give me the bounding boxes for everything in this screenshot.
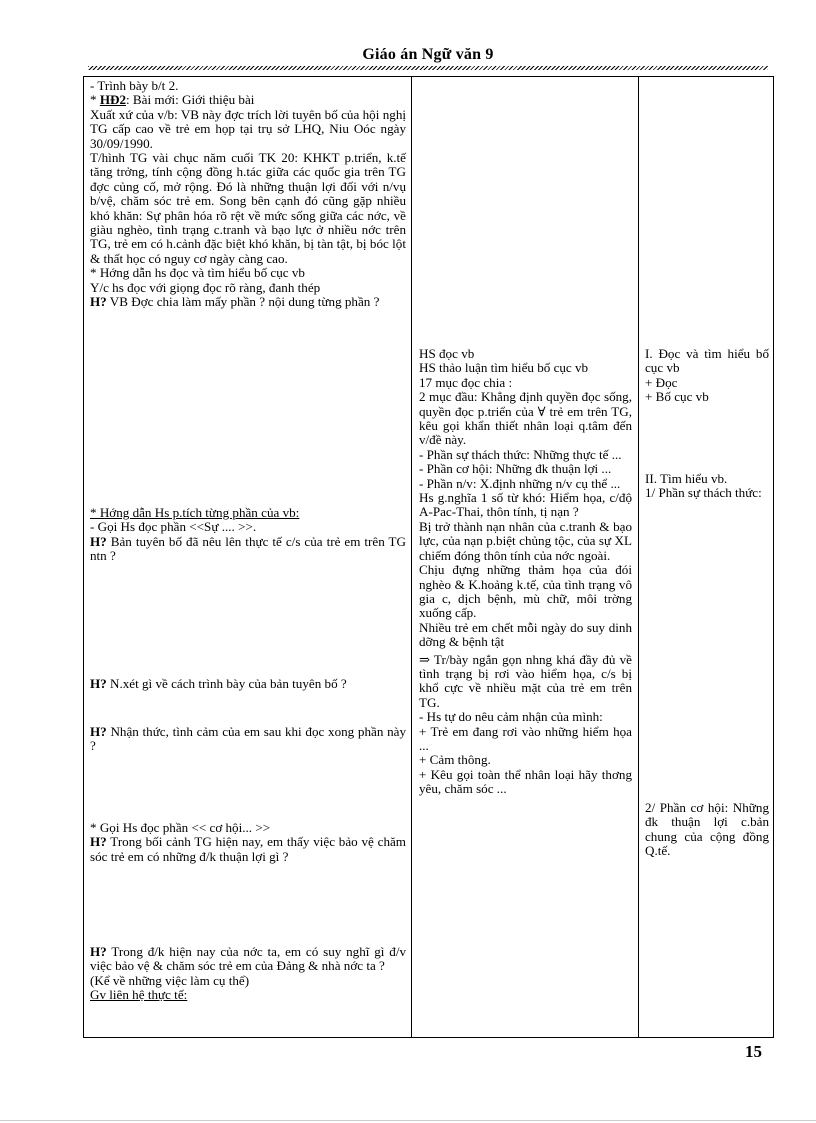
text-block: HS đọc vb	[419, 346, 475, 361]
section-heading: II. Tìm hiểu vb.	[645, 471, 728, 486]
text-block: T/hình TG vài chục năm cuối TK 20: KHKT p.triển, k.tế tăng trởng, tính cộng đồng h.tác giữa các quốc gia trên TG đợc củng cố, mở rộng. Đó là những thuận lợi đối với n/vụ b/vệ, chăm sóc trẻ em. Song bên cạnh đó cũng gặp nhiều khó khăn: Sự phân hóa rõ rệt về mức sống giữa các nớc, về giàu nghèo, tình trạng c.tranh và bạo lực ở nhiều nớc trên TG, trẻ em có h.cảnh đặc biệt khó khăn, bị tàn tật, bị bóc lột & thất học có nguy cơ ngày càng cao.	[90, 150, 406, 266]
text-block: (Kể về những việc làm cụ thể)	[90, 972, 250, 988]
text-block: - Phần cơ hội: Những đk thuận lợi ...	[419, 461, 612, 477]
activity-label: HĐ2	[99, 92, 127, 108]
implies-symbol: ⇒	[419, 651, 430, 667]
text-block: - Phần n/v: X.định những n/v cụ thể ...	[419, 475, 621, 491]
question-text: Trong đ/k hiện nay của nớc ta, em có suy nghĩ gì đ/v việc bảo vệ & chăm sóc trẻ em của Đảng & nhà nớc ta ?	[90, 944, 406, 974]
question-text: N.xét gì về cách trình bày của bản tuyên bố ?	[106, 676, 347, 691]
text-block: Gv liên hệ thực tế:	[90, 987, 188, 1003]
text-block: Hs g.nghĩa 1 số từ khó: Hiểm họa, c/độ A-Pac-Thai, thôn tính, tị nạn ?	[419, 490, 632, 520]
text-block: + Bố cục vb	[645, 389, 709, 405]
question-marker: H?	[90, 834, 107, 850]
bottom-rule	[0, 1120, 816, 1121]
page-number: 15	[745, 1042, 762, 1061]
text-block: * Hớng dẫn Hs p.tích từng phần của vb:	[90, 505, 300, 520]
text-block: Nhiều trẻ em chết mỗi ngày do suy dinh dỡng & bệnh tật	[419, 619, 632, 650]
question-text: VB Đợc chia làm mấy phần ? nội dung từng phần ?	[106, 294, 380, 310]
question	[90, 835, 406, 864]
text-block: + Cảm thông.	[419, 752, 491, 768]
question-marker: H?	[90, 944, 107, 959]
question	[90, 725, 406, 754]
question-marker: H?	[90, 676, 107, 691]
question-text: Bản tuyên bố đã nêu lên thực tế c/s của trẻ em trên TG ntn ?	[90, 533, 406, 564]
text-block: - Phần sự thách thức: Những thực tế ...	[419, 446, 622, 462]
text-block: * HĐ2: Bài mới: Giới thiệu bài	[90, 92, 255, 108]
column-divider	[638, 77, 639, 1037]
text-block: Bị trở thành nạn nhân của c.tranh & bạo lực, của nạn p.biệt chủng tộc, của sự XL chiếm đóng thôn tính của nớc ngoài.	[419, 518, 632, 563]
text-block: Xuất xứ của v/b: VB này đợc trích lời tuyên bố của hội nghị TG cấp cao về trẻ em họp tại trụ sở LHQ, Niu Oóc ngày 30/09/1990.	[90, 106, 406, 151]
forall-symbol: ∀	[537, 403, 546, 419]
text-block: - Trình bày b/t 2.	[90, 78, 179, 93]
question	[90, 535, 406, 564]
text-block	[419, 653, 632, 711]
question-marker: H?	[90, 533, 107, 549]
subsection-heading: 2/ Phần cơ hội: Những đk thuận lợi c.bản chung của cộng đồng Q.tế.	[645, 800, 769, 859]
text-block: * Hớng dẫn hs đọc và tìm hiểu bố cục vb	[90, 265, 305, 281]
text-block: + Kêu gọi toàn thể nhân loại hãy thơng yêu, chăm sóc ...	[419, 766, 632, 797]
text-block: - Gọi Hs đọc phần <<Sự .... >>.	[90, 519, 257, 535]
question-marker: H?	[90, 724, 107, 739]
lesson-table	[83, 76, 774, 1038]
question-text: Trong bối cảnh TG hiện nay, em thấy việc bảo vệ chăm sóc trẻ em có những đ/k thuận lợi gì ?	[90, 834, 406, 864]
text-block: + Trẻ em đang rơi vào những hiểm họa ...	[419, 723, 632, 753]
question	[90, 945, 406, 974]
text-fragment: 2 mục đầu: Khẳng định quyền đọc sống, quyền đọc p.triển của	[419, 389, 632, 419]
question	[90, 677, 406, 691]
text-block: Chịu đựng những thảm họa của đói nghèo & K.hoảng k.tế, của tình trạng vô gia c, dịch bệnh, mù chữ, môi trờng xuống cấp.	[419, 562, 632, 621]
text-fragment: trẻ em trên TG, kêu gọi khẩn thiết nhân loại q.tâm đến v/đề này.	[419, 403, 633, 448]
activity-title: : Bài mới: Giới thiệu bài	[126, 92, 255, 108]
page-header: Giáo án Ngữ văn 9	[362, 46, 494, 63]
text-block: HS thảo luận tìm hiểu bố cục vb	[419, 360, 589, 376]
question	[90, 295, 406, 309]
text-block	[419, 390, 632, 448]
text-block: + Đọc	[645, 374, 678, 390]
question-marker: H?	[90, 294, 107, 310]
text-block: Y/c hs đọc với giọng đọc rõ ràng, đanh thép	[90, 279, 321, 295]
text-block: 17 mục đọc chia :	[419, 374, 513, 390]
text-fragment: Tr/bày ngắn gọn nhng khá đầy đủ về tình trạng bị rơi vào hiểm họa, c/s bị khổ cực về nhiều mặt của trẻ em trên TG.	[419, 651, 632, 710]
text-block: * Gọi Hs đọc phần << cơ hội... >>	[90, 820, 271, 835]
section-heading: I. Đọc và tìm hiểu bố cục vb	[645, 346, 769, 376]
column-divider	[411, 77, 412, 1037]
subsection-heading: 1/ Phần sự thách thức:	[645, 485, 762, 501]
text-block: - Hs tự do nêu cảm nhận của mình:	[419, 709, 603, 725]
question-text: Nhận thức, tình cảm của em sau khi đọc xong phần này ?	[90, 724, 406, 754]
header-rule	[88, 66, 768, 70]
